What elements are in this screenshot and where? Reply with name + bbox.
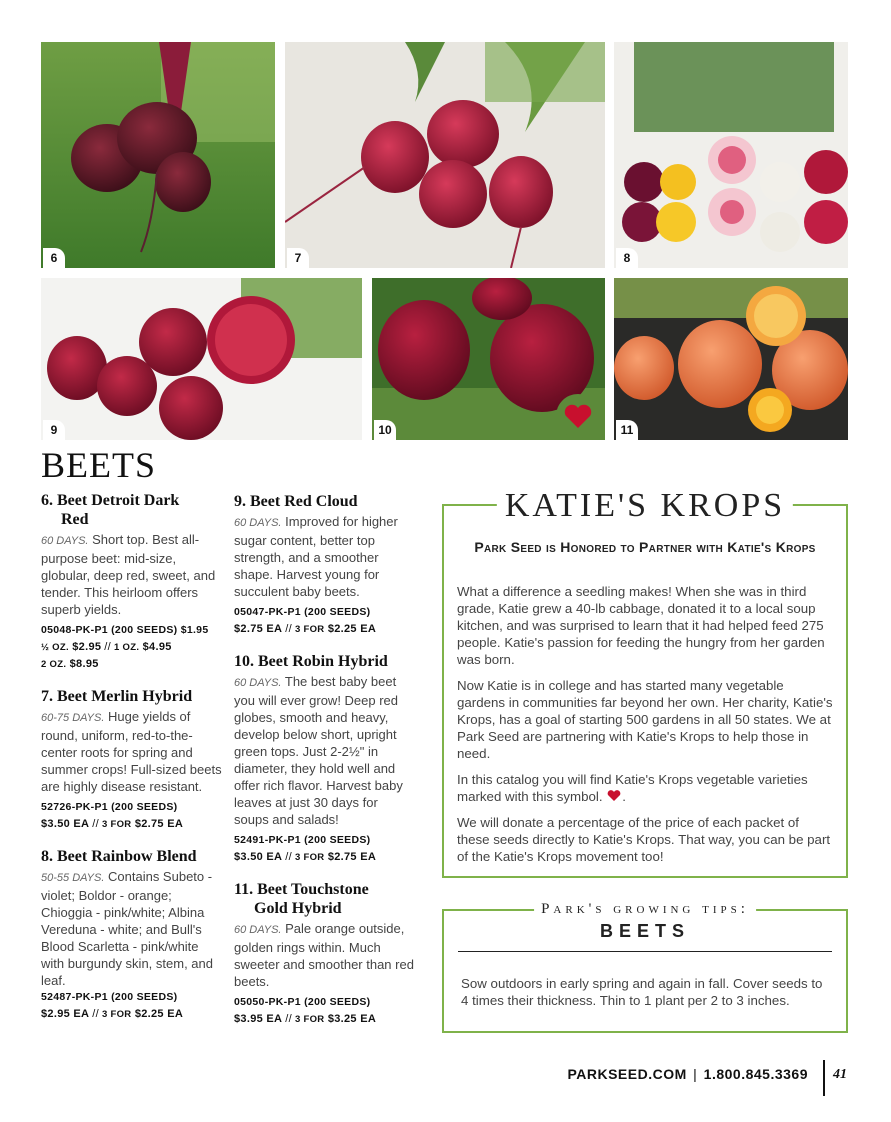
product-description: 60 DAYS. Pale orange outside, golden rings within. Much sweeter and smoother than red beets.: [234, 921, 414, 989]
merlin-image: [372, 278, 605, 440]
product-sku: 52487-PK-P1 (200 SEEDS): [41, 991, 178, 1003]
product-sku: 05048-PK-P1 (200 SEEDS) $1.95: [41, 624, 209, 636]
phone-number: 1.800.845.3369: [703, 1066, 808, 1082]
touchstone-gold-image: [614, 278, 848, 440]
product-column-left: [41, 491, 223, 1037]
red-cloud-image: [285, 42, 605, 268]
product-description: 60 DAYS. The best baby beet you will ever grow! Deep red globes, smooth and heavy, develop below short, upright green tops. Just 2-2½" in diameter, they hold well and offer rich flavor. Harvest baby leaves at just 30 days for soups and salads!: [234, 674, 403, 827]
product-description: 50-55 DAYS. Contains Subeto - violet; Boldor - orange; Chioggia - pink/white; Albina Vereduna - white; and Bull's Blood Scarletta - pink/white with burgundy skin, stem, and leaf.: [41, 869, 213, 988]
photo-10: [372, 278, 605, 440]
photo-number: 6: [43, 248, 65, 268]
krops-subtitle: Park Seed is Honored to Partner with Katie's Krops: [474, 539, 816, 555]
product-sku: 05047-PK-P1 (200 SEEDS): [234, 606, 371, 618]
product-touchstone-gold: [234, 880, 414, 1028]
product-price: ½ OZ. $2.95 // 1 OZ. $4.95: [41, 641, 172, 653]
product-title: 6. Beet Detroit Dark Red: [41, 492, 180, 528]
photo-number: 8: [616, 248, 638, 268]
krops-paragraph: We will donate a percentage of the price of each packet of these seeds directly to Katie's Krops. That way, you can be part of the Katie's Krops movement too!: [457, 815, 831, 864]
krops-body: [457, 583, 834, 874]
product-sku: 52726-PK-P1 (200 SEEDS): [41, 801, 178, 813]
tips-subject: BEETS: [599, 921, 690, 941]
product-title: 10. Beet Robin Hybrid: [234, 653, 388, 670]
rainbow-blend-image: [614, 42, 848, 268]
katies-krops-box: [442, 487, 848, 878]
tips-heading: Park's growing tips:: [534, 901, 756, 918]
divider: [823, 1060, 825, 1096]
photo-9: [41, 278, 362, 440]
product-robin-hybrid: [234, 652, 414, 866]
photo-7: [285, 42, 605, 268]
product-title: 11. Beet Touchstone Gold Hybrid: [234, 881, 369, 917]
heart-icon: [606, 790, 622, 802]
krops-paragraph: In this catalog you will find Katie's Krops vegetable varieties marked with this symbol. .: [457, 772, 808, 804]
section-title: BEETS: [41, 445, 157, 485]
product-red-cloud: [234, 492, 414, 638]
product-price: 2 OZ. $8.95: [41, 658, 99, 670]
footer-contact: PARKSEED.COM | 1.800.845.3369: [567, 1066, 808, 1082]
photo-number: 7: [287, 248, 309, 268]
tips-body: Sow outdoors in early spring and again in fall. Cover seeds to 4 times their thickness. Thin to 1 plant per 2 to 3 inches.: [461, 976, 823, 1008]
photo-8: [614, 42, 848, 268]
product-description: 60 DAYS. Improved for higher sugar content, better top strength, and a smoother shape. Harvest young for succulent baby beets.: [234, 514, 398, 599]
product-price: $2.95 EA // 3 FOR $2.25 EA: [41, 1008, 184, 1020]
divider: [458, 951, 832, 952]
product-title: 7. Beet Merlin Hybrid: [41, 688, 193, 705]
katies-krops-heart-icon: [556, 394, 600, 438]
product-price: $2.75 EA // 3 FOR $2.25 EA: [234, 623, 377, 635]
product-rainbow-blend: [41, 847, 223, 1023]
product-price: $3.95 EA // 3 FOR $3.25 EA: [234, 1013, 377, 1025]
krops-title: KATIE'S KROPS: [497, 489, 793, 523]
robin-image: [41, 278, 362, 440]
krops-paragraph: Now Katie is in college and has started many vegetable gardens in communities far beyond her own. Her charity, Katie's Krops, has a goal of starting 500 gardens in all 50 states. We at Park Seed are partnering with Katie's Krops to help those in need.: [457, 678, 833, 761]
product-price: $3.50 EA // 3 FOR $2.75 EA: [234, 851, 377, 863]
website-link[interactable]: PARKSEED.COM: [567, 1066, 687, 1082]
photo-number: 11: [616, 420, 638, 440]
product-title: 8. Beet Rainbow Blend: [41, 848, 197, 865]
photo-6: [41, 42, 275, 268]
product-description: 60-75 DAYS. Huge yields of round, uniform, red-to-the-center roots for spring and summer crops! Full-sized beets are highly disease resistant.: [41, 709, 222, 794]
product-column-middle: [234, 492, 414, 1042]
krops-paragraph: What a difference a seedling makes! When she was in third grade, Katie grew a 40-lb cabbage, donated it to a local soup kitchen, and was surprised to learn that it had helped feed 275 people. Katie's passion for feeding the hungry from her garden was born.: [457, 584, 825, 667]
product-sku: 05050-PK-P1 (200 SEEDS): [234, 996, 371, 1008]
product-description: 60 DAYS. Short top. Best all-purpose beet: mid-size, globular, deep red, sweet, and tender. This heirloom offers superb yields.: [41, 532, 216, 617]
product-price: $3.50 EA // 3 FOR $2.75 EA: [41, 818, 184, 830]
photo-number: 9: [43, 420, 65, 440]
growing-tips-box: [442, 901, 848, 1033]
photo-11: [614, 278, 848, 440]
beets-held-image: [41, 42, 275, 268]
photo-number: 10: [374, 420, 396, 440]
product-detroit-dark-red: [41, 491, 223, 673]
product-title: 9. Beet Red Cloud: [234, 493, 358, 510]
product-sku: 52491-PK-P1 (200 SEEDS): [234, 834, 371, 846]
product-merlin-hybrid: [41, 687, 223, 833]
page-number: 41: [833, 1067, 847, 1082]
